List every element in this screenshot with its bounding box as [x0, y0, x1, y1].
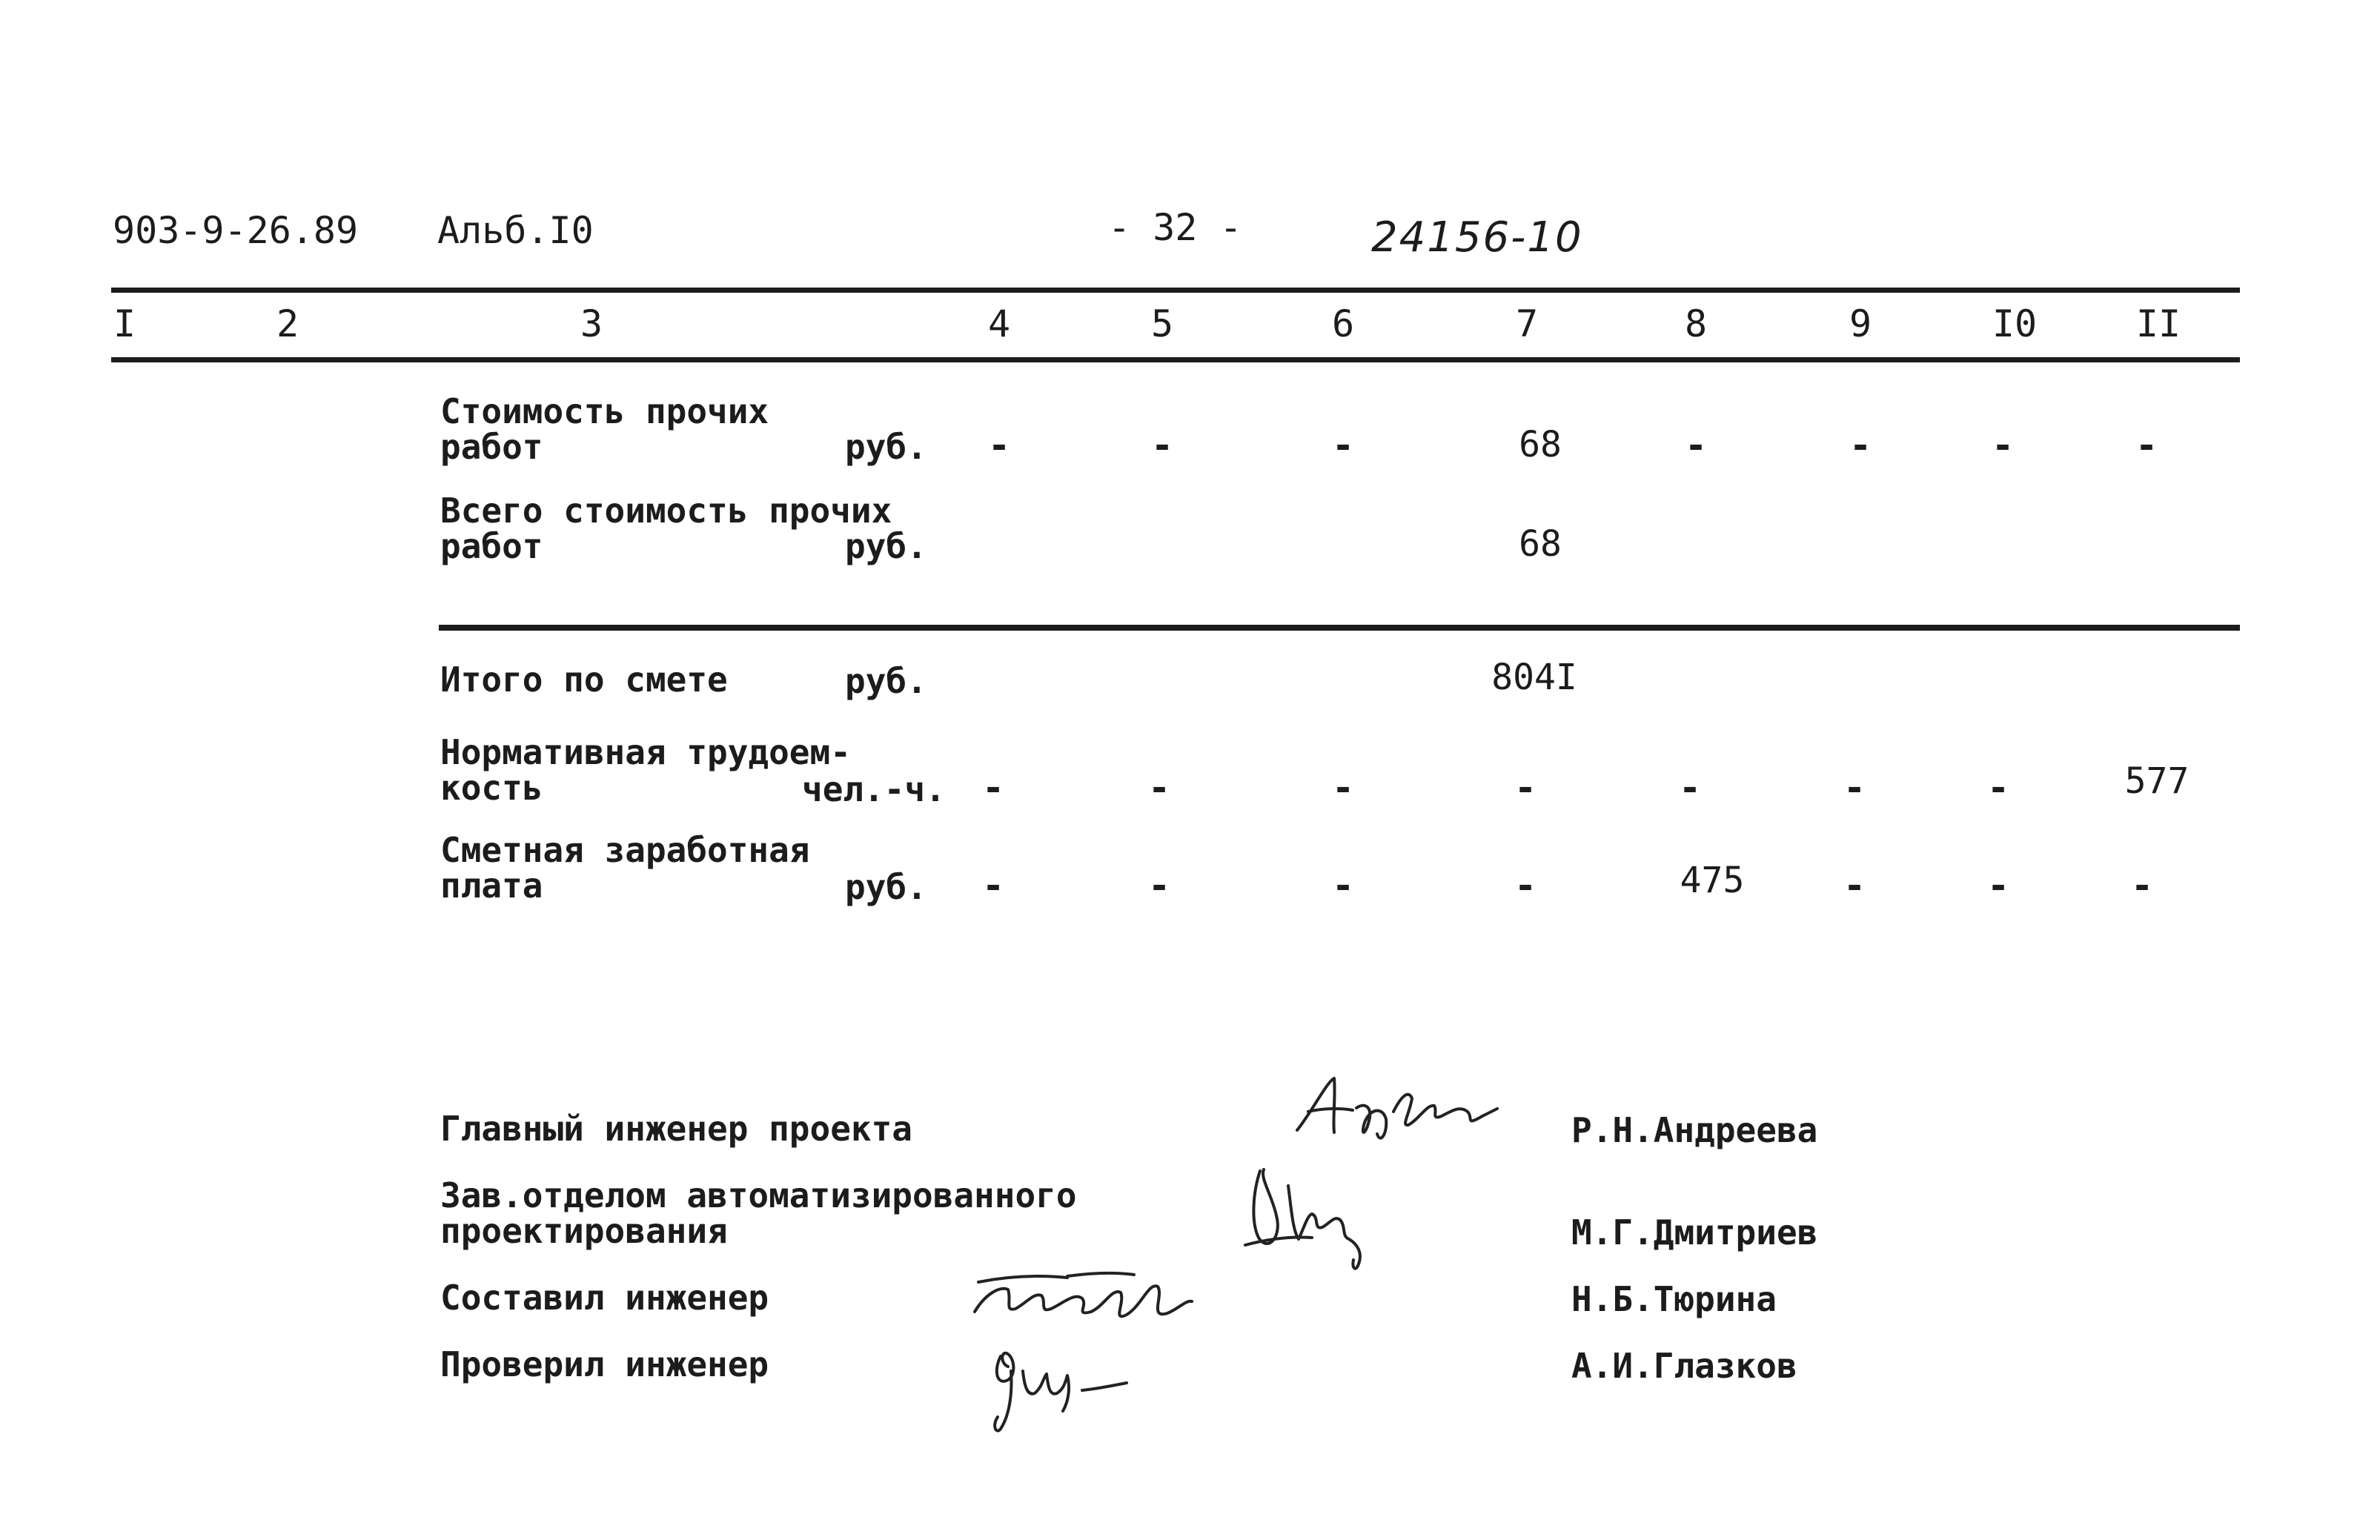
page-number: - 32 -: [1108, 206, 1242, 249]
column-number: 2: [276, 302, 299, 345]
column-number: I0: [1992, 302, 2038, 345]
row-unit: чел.-ч.: [802, 769, 946, 809]
cell-col6: -: [1331, 766, 1355, 809]
cell-col5: -: [1147, 864, 1171, 907]
column-number: 3: [580, 302, 603, 345]
cell-col9: -: [1843, 766, 1866, 809]
row-label-line1: Стоимость прочих: [440, 391, 769, 431]
cell-col8: -: [1684, 424, 1708, 467]
signature-name: А.И.Глазков: [1571, 1346, 1797, 1386]
row-label-line1: Всего стоимость прочих: [440, 491, 892, 531]
column-number: 5: [1150, 302, 1174, 345]
subtotal-rule: [439, 625, 2240, 631]
column-number: II: [2135, 302, 2181, 345]
cell-col6: -: [1331, 424, 1355, 467]
signature-name: Р.Н.Андреева: [1571, 1110, 1818, 1150]
cell-col11: -: [2135, 424, 2158, 467]
row-unit: руб.: [845, 427, 927, 467]
handwritten-signature: [978, 1334, 1171, 1438]
column-number: 7: [1515, 302, 1539, 345]
row-unit: руб.: [845, 867, 927, 907]
signature-role: Проверил инженер: [440, 1344, 769, 1384]
album-number: Альб.I0: [437, 209, 594, 252]
handwritten-signature: [964, 1260, 1201, 1341]
cell-col4: -: [981, 766, 1005, 809]
row-unit: руб.: [845, 526, 927, 566]
cell-col10: -: [1986, 864, 2010, 907]
cell-col7: -: [1514, 864, 1537, 907]
handwritten-signature: [1230, 1156, 1379, 1275]
row-label-line1: Сметная заработная: [440, 830, 810, 870]
cell-col7: 68: [1519, 523, 1562, 565]
cell-col11: 577: [2124, 760, 2190, 802]
signature-role-line2: проектирования: [440, 1211, 728, 1251]
cell-col9: -: [1843, 864, 1866, 907]
signature-role: Главный инженер проекта: [440, 1109, 912, 1149]
signature-role: Составил инженер: [440, 1278, 769, 1318]
table-top-rule: [111, 288, 2240, 293]
cell-col9: -: [1849, 424, 1872, 467]
column-number: 9: [1849, 302, 1872, 345]
cell-col10: -: [1991, 424, 2015, 467]
row-label-line2: плата: [440, 866, 543, 906]
cell-col10: -: [1986, 766, 2010, 809]
cell-col8: -: [1678, 766, 1702, 809]
cell-col8: 475: [1680, 860, 1745, 901]
row-label-line2: работ: [440, 526, 543, 566]
cell-col6: -: [1331, 864, 1355, 907]
column-number: 4: [987, 302, 1011, 345]
cell-col7: -: [1514, 766, 1537, 809]
row-label-line1: Итого по смете: [440, 660, 728, 700]
row-unit: руб.: [845, 661, 927, 701]
column-number: 8: [1684, 302, 1708, 345]
document-code: 903-9-26.89: [113, 209, 359, 252]
row-label-line2: работ: [440, 427, 543, 467]
table-header-rule: [111, 357, 2240, 362]
cell-col7: 68: [1519, 424, 1562, 465]
cell-col4: -: [987, 424, 1011, 467]
cell-col11: -: [2130, 864, 2154, 907]
signature-name: М.Г.Дмитриев: [1571, 1212, 1818, 1252]
cell-col4: -: [981, 864, 1005, 907]
handwritten-signature: [1290, 1067, 1505, 1149]
row-label-line1: Нормативная трудоем-: [440, 732, 851, 772]
cell-col5: -: [1147, 766, 1171, 809]
signature-role: Зав.отделом автоматизированного: [440, 1175, 1077, 1215]
signature-name: Н.Б.Тюрина: [1571, 1279, 1777, 1319]
column-number: I: [113, 302, 136, 345]
cell-col5: -: [1150, 424, 1174, 467]
column-number: 6: [1331, 302, 1355, 345]
row-label-line2: кость: [440, 768, 543, 808]
cell-col7: 804I: [1491, 657, 1577, 698]
handwritten-reference: 24156-10: [1371, 213, 1583, 262]
